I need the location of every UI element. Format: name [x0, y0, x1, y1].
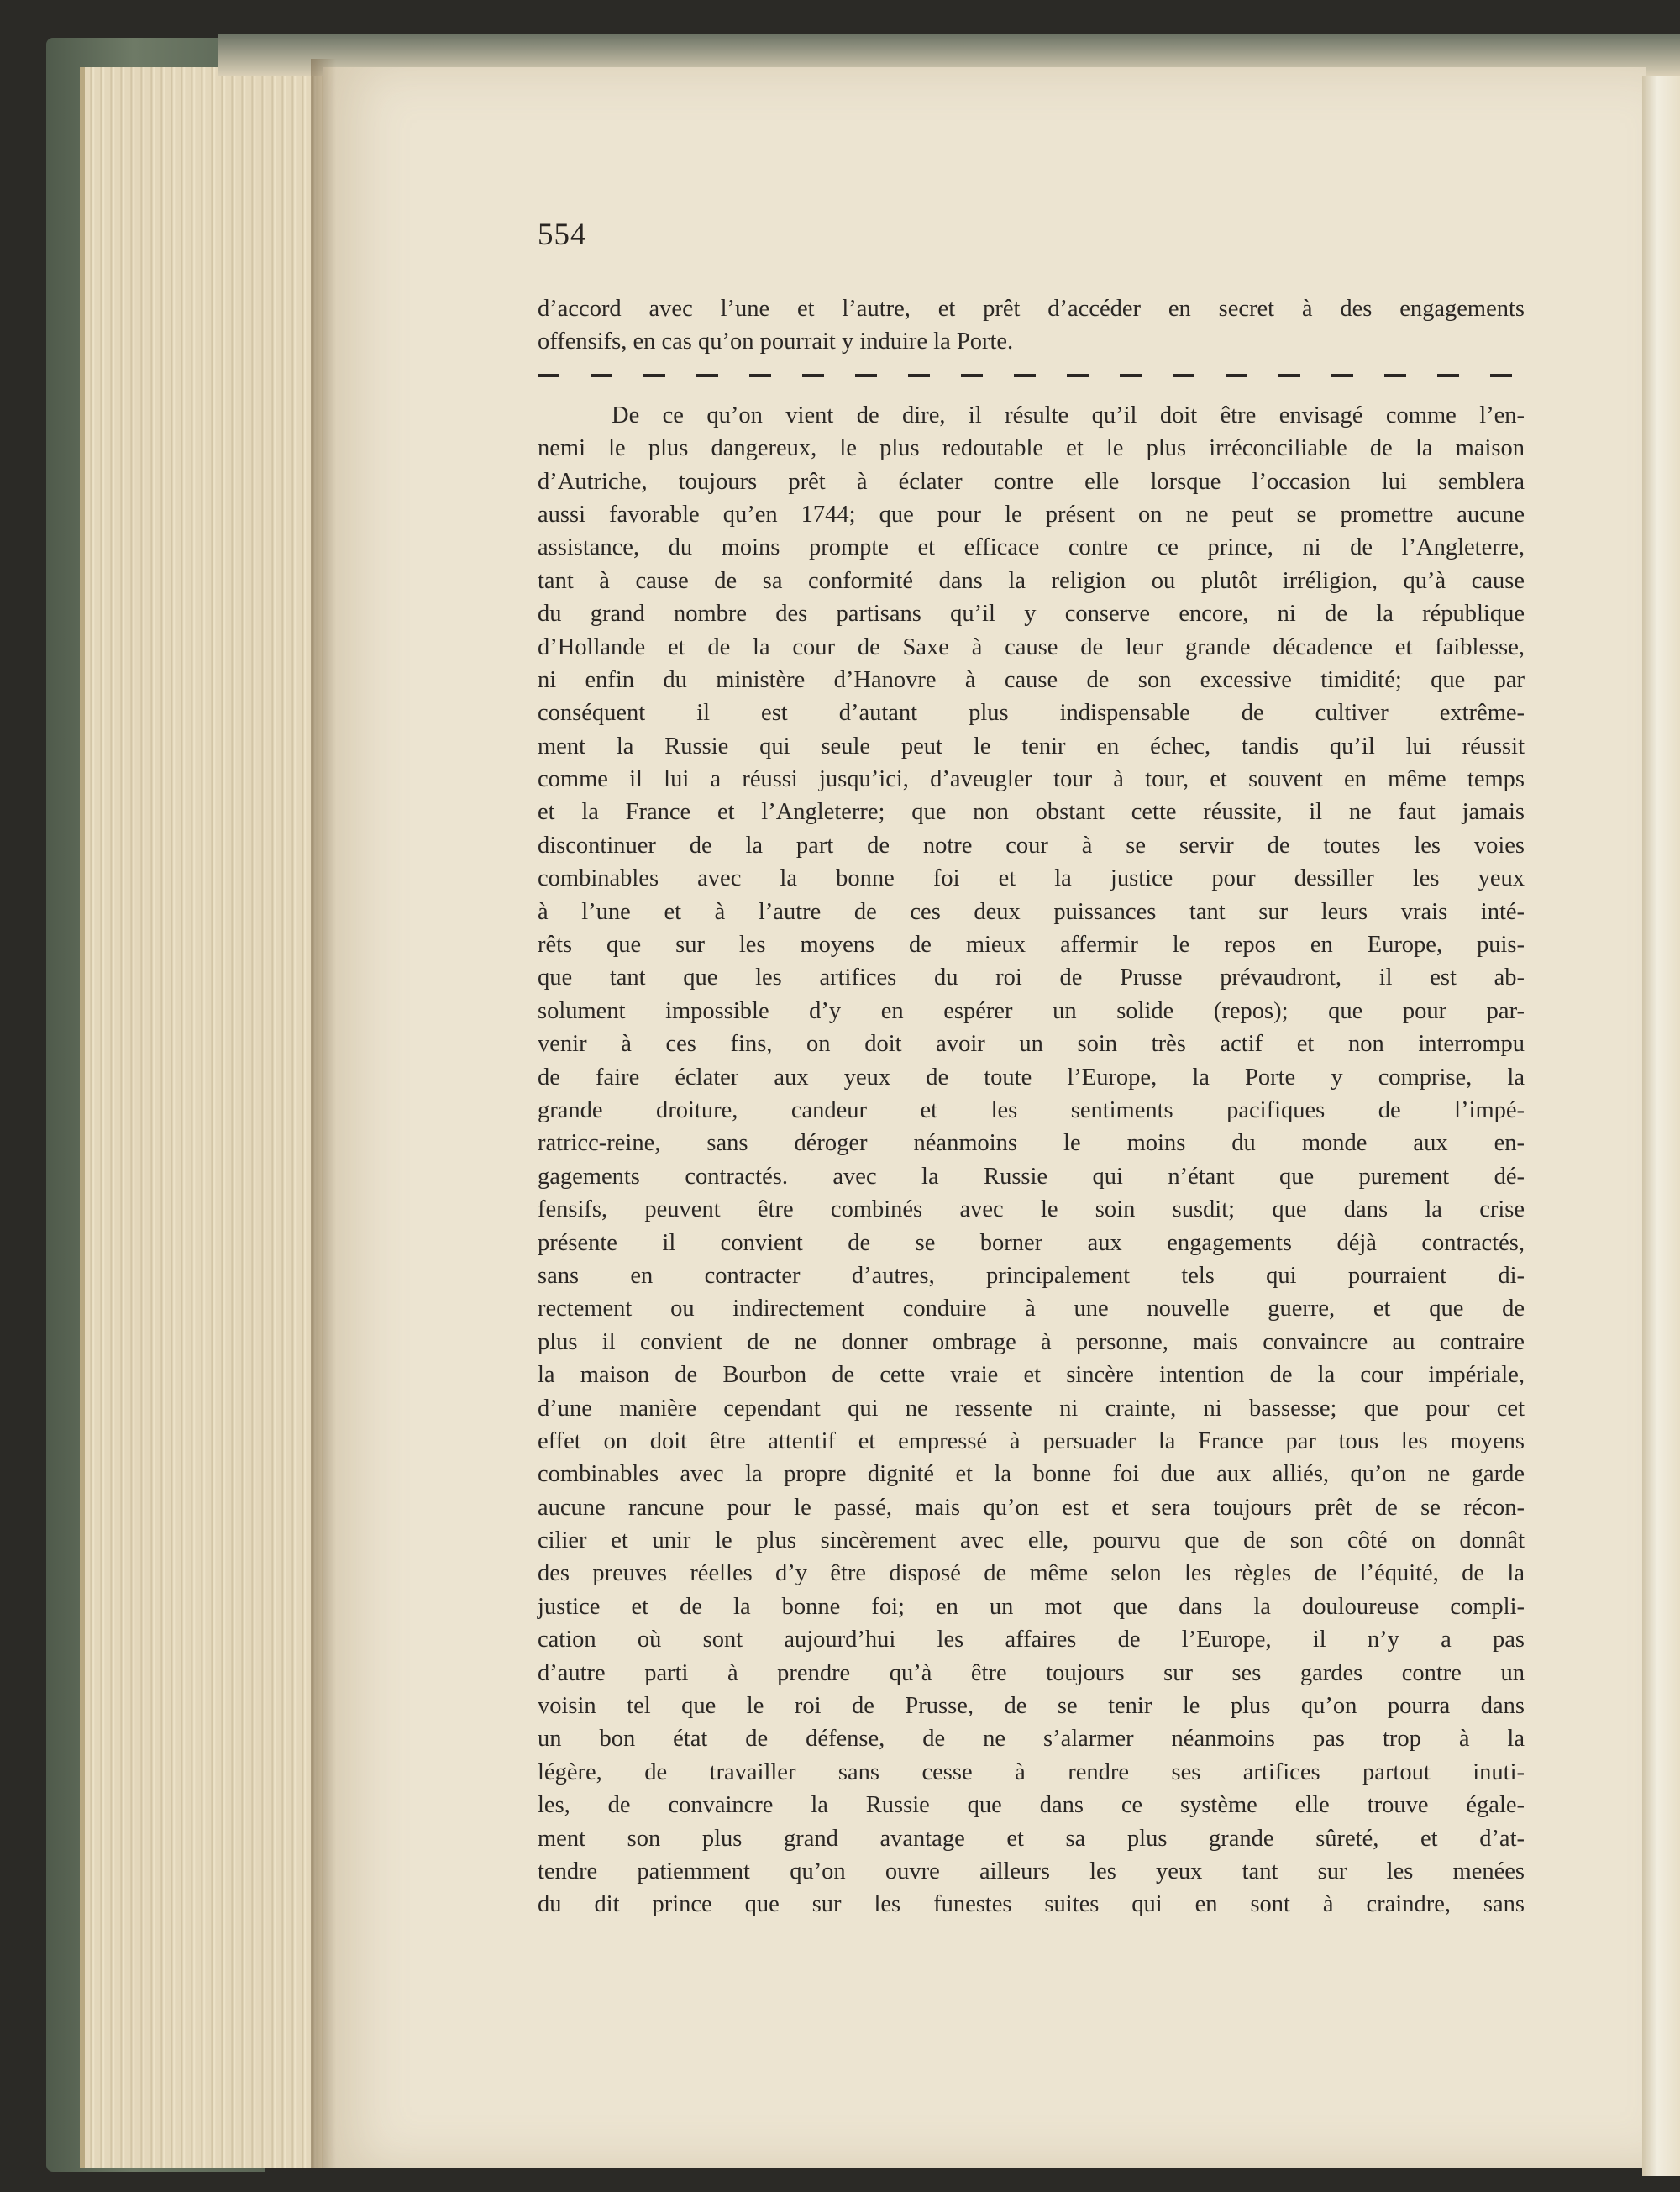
text-line: effet on doit être attentif et empressé à persuader la France par tous les moyens — [538, 1427, 1525, 1454]
section-separator — [538, 374, 1525, 377]
page-number: 554 — [538, 218, 587, 252]
text-line: d’Autriche, toujours prêt à éclater contre elle lorsque l’occasion lui semblera — [538, 468, 1525, 495]
text-line: De ce qu’on vient de dire, il résulte qu’il doit être envisagé comme l’en- — [612, 402, 1525, 428]
text-line: du grand nombre des partisans qu’il y conserve encore, ni de la république — [538, 601, 1525, 628]
text-line: les, de convaincre la Russie que dans ce système elle trouve égale- — [538, 1792, 1525, 1819]
text-line: ni enfin du ministère d’Hanovre à cause de son excessive timidité; que par — [538, 666, 1525, 693]
text-line: aucune rancune pour le passé, mais qu’on est et sera toujours prêt de se récon- — [538, 1494, 1525, 1521]
text-line: justice et de la bonne foi; en un mot que dans la douloureuse compli- — [538, 1593, 1525, 1620]
spine-shadow — [311, 59, 336, 2168]
text-line: présente il convient de se borner aux engagements déjà contractés, — [538, 1229, 1525, 1256]
text-line: que tant que les artifices du roi de Prusse prévaudront, il est ab- — [538, 965, 1525, 991]
text-line: la maison de Bourbon de cette vraie et sincère intention de la cour impériale, — [538, 1362, 1525, 1389]
text-line: conséquent il est d’autant plus indispensable de cultiver extrême- — [538, 700, 1525, 727]
text-line: gagements contractés. avec la Russie qui n’étant que purement dé- — [538, 1163, 1525, 1190]
text-line: rêts que sur les moyens de mieux affermir le repos en Europe, puis- — [538, 932, 1525, 959]
text-line: des preuves réelles d’y être disposé de même selon les règles de l’équité, de la — [538, 1560, 1525, 1587]
text-line: fensifs, peuvent être combinés avec le soin susdit; que dans la crise — [538, 1196, 1525, 1223]
text-line: aussi favorable qu’en 1744; que pour le présent on ne peut se promettre aucune — [538, 501, 1525, 528]
text-line: du dit prince que sur les funestes suites qui en sont à craindre, sans — [538, 1891, 1525, 1918]
text-line: de faire éclater aux yeux de toute l’Europe, la Porte y comprise, la — [538, 1064, 1525, 1091]
text-line: plus il convient de ne donner ombrage à personne, mais convaincre au contraire — [538, 1328, 1525, 1355]
text-line: combinables avec la propre dignité et la bonne foi due aux alliés, qu’on ne garde — [538, 1461, 1525, 1488]
text-line: ment son plus grand avantage et sa plus grande sûreté, et d’at- — [538, 1825, 1525, 1852]
text-line: assistance, du moins prompte et efficace contre ce prince, ni de l’Angleterre, — [538, 534, 1525, 561]
text-line: comme il lui a réussi jusqu’ici, d’aveugler tour à tour, et souvent en même temps — [538, 766, 1525, 793]
text-line: et la France et l’Angleterre; que non obstant cette réussite, il ne faut jamais — [538, 799, 1525, 826]
text-line: voisin tel que le roi de Prusse, de se tenir le plus qu’on pourra dans — [538, 1693, 1525, 1720]
text-line: tant à cause de sa conformité dans la religion ou plutôt irréligion, qu’à cause — [538, 567, 1525, 594]
text-line: discontinuer de la part de notre cour à se servir de toutes les voies — [538, 832, 1525, 859]
text-line: à l’une et à l’autre de ces deux puissances tant sur leurs vrais inté- — [538, 898, 1525, 925]
text-line: nemi le plus dangereux, le plus redoutable et le plus irréconciliable de la maison — [538, 435, 1525, 462]
text-line: cilier et unir le plus sincèrement avec elle, pourvu que de son côté on donnât — [538, 1527, 1525, 1554]
page-edges — [80, 67, 328, 2168]
text-line: cation où sont aujourd’hui les affaires de l’Europe, il n’y a pas — [538, 1627, 1525, 1653]
text-line: ratricc-reine, sans déroger néanmoins le moins du monde aux en- — [538, 1130, 1525, 1157]
main-paragraph — [538, 399, 1525, 1921]
text-line: un bon état de défense, de ne s’alarmer néanmoins pas trop à la — [538, 1726, 1525, 1753]
text-line: grande droiture, candeur et les sentiments pacifiques de l’impé- — [538, 1096, 1525, 1123]
text-line: ment la Russie qui seule peut le tenir en échec, tandis qu’il lui réussit — [538, 733, 1525, 760]
facing-page-edge — [1642, 76, 1680, 2176]
text-line: d’autre parti à prendre qu’à être toujours sur ses gardes contre un — [538, 1659, 1525, 1686]
text-line: rectement ou indirectement conduire à une nouvelle guerre, et que de — [538, 1296, 1525, 1322]
text-line: d’accord avec l’une et l’autre, et prêt d’accéder en secret à des engagements — [538, 296, 1525, 322]
text-line: tendre patiemment qu’on ouvre ailleurs les yeux tant sur les menées — [538, 1858, 1525, 1884]
text-line: d’Hollande et de la cour de Saxe à cause de leur grande décadence et faiblesse, — [538, 633, 1525, 660]
text-line: d’une manière cependant qui ne ressente ni crainte, ni bassesse; que pour cet — [538, 1395, 1525, 1422]
text-line: légère, de travailler sans cesse à rendre ses artifices partout inuti- — [538, 1758, 1525, 1785]
text-line: venir à ces fins, on doit avoir un soin très actif et non interrompu — [538, 1031, 1525, 1058]
text-line: sans en contracter d’autres, principalement tels qui pourraient di- — [538, 1262, 1525, 1289]
text-line: combinables avec la bonne foi et la justice pour dessiller les yeux — [538, 865, 1525, 892]
text-line: solument impossible d’y en espérer un solide (repos); que pour par- — [538, 997, 1525, 1024]
text-line: offensifs, en cas qu’on pourrait y induire la Porte. — [538, 329, 1014, 355]
page-text — [538, 292, 1525, 1921]
